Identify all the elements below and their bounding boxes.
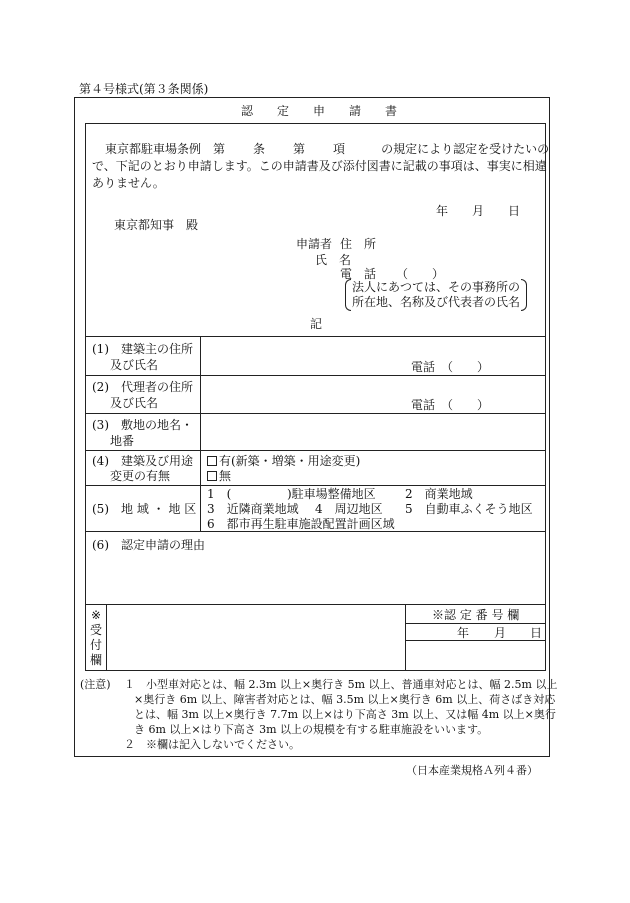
left-brace <box>345 279 351 311</box>
cert-day-label: 日 <box>530 626 543 640</box>
row-5-label: (5) 地 域 ・ 地 区 <box>92 502 197 516</box>
zone-option-3: 3 近隣商業地域 <box>207 502 299 516</box>
intro-line-2: で、下記のとおり申請します。この申請書及び添付図書に記載の事項は、事実に相違 <box>92 159 547 173</box>
row-4-label: (4) 建築及び用途 <box>92 454 193 468</box>
applicant-label: 申請者 <box>296 237 333 251</box>
applicant-name-label: 氏 名 <box>315 253 352 267</box>
row-3-label: (3) 敷地の地名・ <box>92 418 193 432</box>
row-3-label-2: 地番 <box>110 434 135 448</box>
zone-option-2: 2 商業地域 <box>405 487 473 501</box>
applicant-phone-label: 電 話 <box>340 267 377 281</box>
zone-option-1b: )駐車場整備地区 <box>287 487 376 501</box>
checkbox-icon[interactable] <box>207 471 217 481</box>
notes-label: (注意) <box>80 678 111 691</box>
applicant-address-label: 住 所 <box>340 237 377 251</box>
zone-option-1a: 1 ( <box>207 487 232 501</box>
corp-note-line-2: 所在地、名称及び代表者の氏名 <box>352 295 521 309</box>
date-day-label: 日 <box>508 204 521 218</box>
cert-divider-2 <box>405 640 546 641</box>
note-1-line-1: １ 小型車対応とは、幅 2.3m 以上×奥行き 5m 以上、普通車対応とは、幅 2.5m 以上 <box>124 678 558 691</box>
row-divider <box>85 604 546 605</box>
note-2: ２ ※欄は記入しないでください。 <box>124 738 300 751</box>
checkbox-icon[interactable] <box>207 456 217 466</box>
addressee: 東京都知事 殿 <box>114 218 199 232</box>
intro-line-3: ありません。 <box>92 176 165 190</box>
cert-year-label: 年 <box>457 626 470 640</box>
row-6-label: (6) 認定申請の理由 <box>92 538 205 552</box>
option-yes[interactable]: 有(新築・増築・用途変更) <box>207 453 360 469</box>
cert-month-label: 月 <box>494 626 507 640</box>
option-no[interactable]: 無 <box>207 468 231 484</box>
zone-option-5: 5 自動車ふくそう地区 <box>405 502 533 516</box>
row-4-label-2: 変更の有無 <box>110 469 171 483</box>
cert-number-title: ※認 定 番 号 欄 <box>432 608 520 622</box>
row-1-label: (1) 建築主の住所 <box>92 342 193 356</box>
reception-label: ※ 受 付 欄 <box>89 608 102 667</box>
form-number: 第４号様式(第３条関係) <box>79 82 209 96</box>
reception-divider <box>106 604 107 671</box>
note-1-line-3: とは、幅 3m 以上×奥行き 7.7m 以上×はり下高さ 3m 以上、又は幅 4m 以上×奥行 <box>134 708 556 721</box>
cert-divider-1 <box>405 623 546 624</box>
row-2-value-field[interactable] <box>201 376 545 412</box>
row-1-phone: 電話 （ ） <box>411 360 490 374</box>
date-month-label: 月 <box>472 204 485 218</box>
note-1-line-2: ×奥行き 6m 以上、障害者対応とは、幅 3.5m 以上×奥行き 6m 以上、荷さばき対応 <box>134 693 556 706</box>
jis-size-note: （日本産業規格Ａ列４番） <box>406 764 538 777</box>
corp-note-line-1: 法人にあつては、その事務所の <box>352 280 521 294</box>
row-1-value-field[interactable] <box>201 337 545 374</box>
note-1-line-4: き 6m 以上×はり下高さ 3m 以上の規模を有する駐車施設をいいます。 <box>134 723 489 736</box>
row-2-label-2: 及び氏名 <box>110 396 159 410</box>
applicant-phone-parens: （ ） <box>396 267 445 281</box>
cert-divider <box>405 604 406 671</box>
row-divider <box>85 450 546 451</box>
row-3-value-field[interactable] <box>201 414 545 449</box>
row-1-label-2: 及び氏名 <box>110 358 159 372</box>
reason-field[interactable] <box>86 552 545 603</box>
zone-option-6: 6 都市再生駐車施設配置計画区域 <box>207 517 395 531</box>
row-2-phone: 電話 （ ） <box>411 398 490 412</box>
intro-line-1: 東京都駐車場条例 第 条 第 項 の規定により認定を受けたいの <box>105 142 550 156</box>
row-2-label: (2) 代理者の住所 <box>92 380 193 394</box>
page-title: 認 定 申 請 書 <box>241 104 398 118</box>
zone-option-4: 4 周辺地区 <box>315 502 383 516</box>
right-brace <box>521 279 527 311</box>
ki-heading: 記 <box>310 317 323 331</box>
date-year-label: 年 <box>436 204 449 218</box>
